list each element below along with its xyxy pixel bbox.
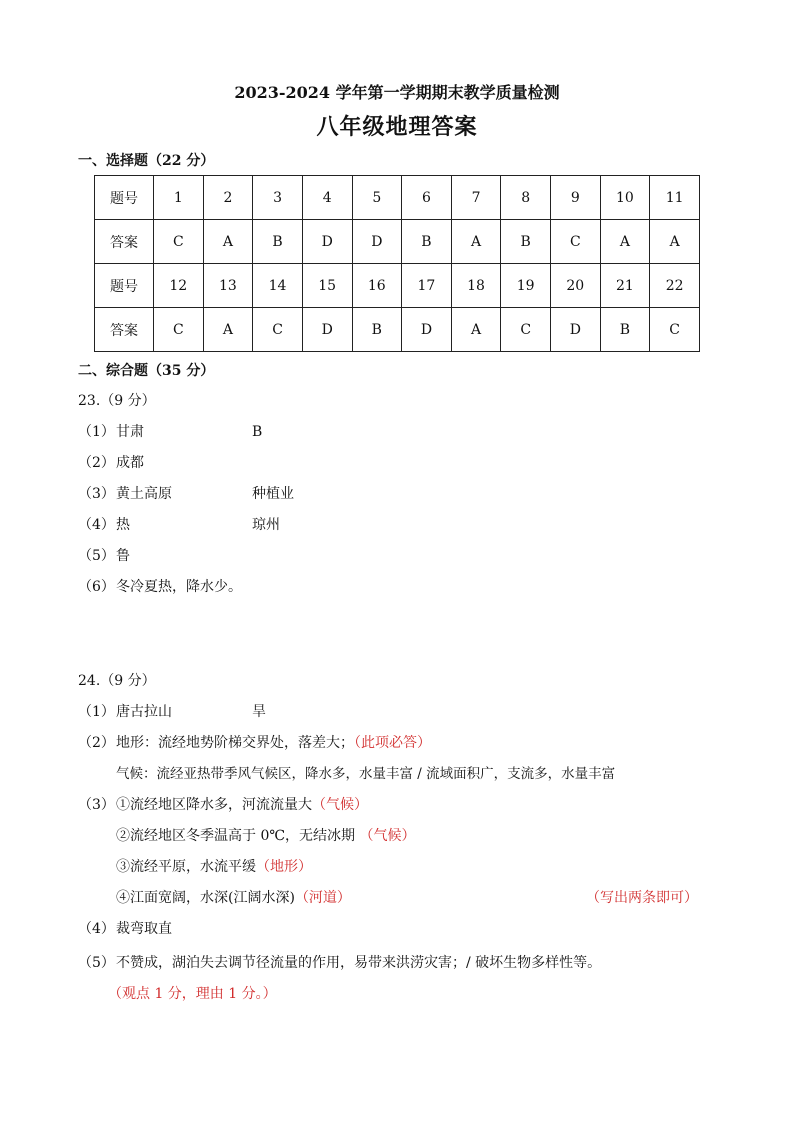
answer-table-cell: 2 — [203, 176, 253, 220]
q24-item-3-point-3-text: ③流经平原，水流平缓 — [116, 859, 256, 875]
answer-table-cell: A — [451, 220, 501, 264]
q24-item-2-terrain-note: （此项必答） — [354, 735, 431, 751]
q24-item-4-answer: 裁弯取直 — [116, 921, 172, 937]
answer-table-cell: D — [302, 220, 352, 264]
answer-table-cell: A — [650, 220, 700, 264]
q24-item-1-answer-a: 唐古拉山 — [116, 704, 172, 720]
answer-table-cell: 14 — [253, 264, 303, 308]
answer-table-cell: 7 — [451, 176, 501, 220]
q23-item-5-answer-a: 鲁 — [116, 548, 130, 564]
answer-table-row — [95, 220, 700, 264]
q23-item-3-num: （3） — [78, 486, 115, 502]
q24-item-4-num: （4） — [78, 921, 115, 937]
q24-item-3-point-4-text: ④江面宽阔，水深(江阔水深) — [116, 890, 295, 906]
answer-table-row-label: 答案 — [95, 220, 154, 264]
answer-table-cell: B — [600, 308, 650, 352]
q23-item-2-answer-a: 成都 — [116, 455, 144, 471]
q24-item-3-point-2-note: （气候） — [359, 828, 416, 844]
q23-title: 23.（9 分） — [78, 393, 156, 409]
q24-item-5-num: （5） — [78, 955, 115, 971]
answer-table-cell: 20 — [551, 264, 601, 308]
answer-table-cell: 6 — [402, 176, 452, 220]
q24-item-2-climate: 气候：流经亚热带季风气候区，降水多，水量丰富 / 流域面积广，支流多，水量丰富 — [116, 766, 616, 782]
document-title: 2023-2024 学年第一学期期末教学质量检测 — [234, 83, 560, 102]
answer-table-cell: D — [551, 308, 601, 352]
q24-item-3-point-1-note: （气候） — [312, 797, 368, 813]
q23-item-2-num: （2） — [78, 455, 115, 471]
answer-table-cell: 13 — [203, 264, 253, 308]
q24-item-5-note: （观点 1 分，理由 1 分。） — [108, 986, 277, 1002]
answer-table-cell: A — [203, 220, 253, 264]
q24-title: 24.（9 分） — [78, 673, 156, 689]
answer-table-row-label: 题号 — [95, 264, 154, 308]
q24-item-3-point-2-text: ②流经地区冬季温高于 0℃，无结冰期 — [116, 828, 356, 844]
q24-item-3-point-2 — [116, 826, 415, 846]
answer-table-cell: C — [253, 308, 303, 352]
answer-table-row — [95, 176, 700, 220]
q23-item-1-answer-a: 甘肃 — [116, 424, 144, 440]
answer-table-cell: 12 — [154, 264, 204, 308]
q23-item-6-num: （6） — [78, 579, 115, 595]
q23-item-3-answer-b: 种植业 — [252, 486, 294, 502]
answer-table-cell: A — [600, 220, 650, 264]
answer-table-cell: D — [402, 308, 452, 352]
answer-table-cell: 19 — [501, 264, 551, 308]
q23-item-3-answer-a: 黄土高原 — [116, 486, 172, 502]
answer-table-cell: C — [551, 220, 601, 264]
answer-table-row — [95, 308, 700, 352]
answer-table-cell: 9 — [551, 176, 601, 220]
q23-item-1-num: （1） — [78, 424, 115, 440]
answer-table-cell: B — [501, 220, 551, 264]
q24-item-5-answer: 不赞成，湖泊失去调节径流量的作用，易带来洪涝灾害；/ 破坏生物多样性等。 — [116, 955, 602, 971]
q23-item-5-num: （5） — [78, 548, 115, 564]
answer-table — [94, 175, 700, 352]
answer-table-cell: 1 — [154, 176, 204, 220]
answer-table-row-label: 答案 — [95, 308, 154, 352]
answer-table-cell: 3 — [253, 176, 303, 220]
q24-item-1-answer-b: 旱 — [252, 704, 266, 720]
answer-table-cell: B — [352, 308, 402, 352]
answer-table-cell: D — [302, 308, 352, 352]
answer-table-cell: D — [352, 220, 402, 264]
answer-table-cell: 15 — [302, 264, 352, 308]
q24-item-2-terrain-text: 地形：流经地势阶梯交界处，落差大； — [116, 735, 354, 751]
answer-table-cell: B — [253, 220, 303, 264]
answer-table-cell: 8 — [501, 176, 551, 220]
q24-item-3-point-3-note: （地形） — [256, 859, 312, 875]
q24-item-1-num: （1） — [78, 704, 115, 720]
q23-item-6-answer-a: 冬冷夏热，降水少。 — [116, 579, 242, 595]
q23-item-4-answer-b: 琼州 — [252, 517, 280, 533]
answer-table-cell: C — [650, 308, 700, 352]
answer-table-cell: 4 — [302, 176, 352, 220]
answer-table-cell: 10 — [600, 176, 650, 220]
q24-item-3-remark: （写出两条即可） — [586, 890, 698, 906]
answer-table-cell: B — [402, 220, 452, 264]
q24-item-3-point-4 — [116, 888, 351, 908]
q23-item-4-answer-a: 热 — [116, 517, 130, 533]
answer-table-row — [95, 264, 700, 308]
q24-item-3-point-1 — [116, 795, 368, 815]
answer-table-cell: 18 — [451, 264, 501, 308]
q24-item-3-num: （3） — [78, 797, 115, 813]
answer-table-cell: A — [451, 308, 501, 352]
q23-item-1-answer-b: B — [252, 424, 263, 440]
q24-item-3-point-3 — [116, 857, 312, 877]
answer-table-cell: 11 — [650, 176, 700, 220]
answer-table-cell: C — [501, 308, 551, 352]
q24-item-2-num: （2） — [78, 735, 115, 751]
answer-table-cell: A — [203, 308, 253, 352]
section-choice-heading: 一、选择题（22 分） — [78, 153, 215, 169]
answer-table-row-label: 题号 — [95, 176, 154, 220]
section-comprehensive-heading: 二、综合题（35 分） — [78, 363, 215, 379]
answer-table-cell: 5 — [352, 176, 402, 220]
q23-item-4-num: （4） — [78, 517, 115, 533]
q24-item-2-terrain — [116, 733, 431, 753]
answer-table-cell: C — [154, 308, 204, 352]
answer-table-cell: 22 — [650, 264, 700, 308]
q24-item-3-point-4-note: （河道） — [294, 890, 351, 906]
answer-table-cell: 17 — [402, 264, 452, 308]
answer-table-cell: 16 — [352, 264, 402, 308]
q24-item-3-point-1-text: ①流经地区降水多，河流流量大 — [116, 797, 312, 813]
answer-table-cell: C — [154, 220, 204, 264]
document-subtitle: 八年级地理答案 — [316, 114, 478, 140]
answer-table-cell: 21 — [600, 264, 650, 308]
